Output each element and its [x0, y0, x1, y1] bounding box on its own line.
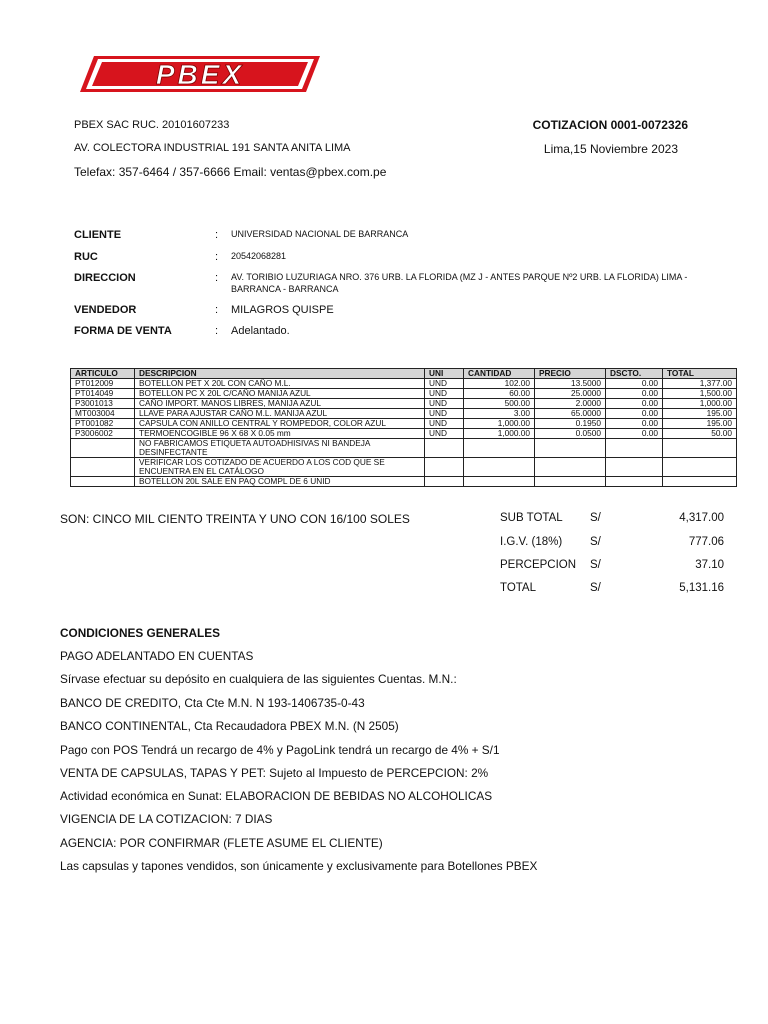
total-currency: S/: [590, 582, 601, 594]
seller-label: VENDEDOR: [74, 304, 137, 316]
seller-value: MILAGROS QUISPE: [231, 304, 334, 316]
cell-total: 1,000.00: [663, 399, 737, 409]
pbex-logo: [80, 54, 320, 94]
address-value: AV. TORIBIO LUZURIAGA NRO. 376 URB. LA FLORIDA (MZ J - ANTES PARQUE Nº2 URB. LA FLORIDA) LIMA -: [231, 272, 688, 282]
cell-description: BOTELLON PET X 20L CON CAÑO M.L.: [135, 379, 425, 389]
col-header: TOTAL: [663, 369, 737, 379]
perception-label: PERCEPCION: [500, 559, 577, 571]
condition-line: Actividad económica en Sunat: ELABORACION DE BEBIDAS NO ALCOHOLICAS: [60, 789, 493, 803]
total-value: 5,131.16: [679, 582, 724, 594]
items-table: [70, 368, 737, 487]
cell-discount: 0.00: [606, 429, 663, 439]
seller-colon: :: [215, 304, 219, 316]
col-header: DESCRIPCION: [135, 369, 425, 379]
quote-date: Lima,15 Noviembre 2023: [543, 142, 678, 156]
cell-code: PT014049: [71, 389, 135, 399]
conditions-title: CONDICIONES GENERALES: [60, 626, 220, 640]
sale-form-colon: :: [215, 325, 219, 337]
cell-total: 50.00: [663, 429, 737, 439]
igv-value: 777.06: [688, 536, 724, 548]
subtotal-currency: S/: [590, 512, 601, 524]
condition-line: BANCO DE CREDITO, Cta Cte M.N. N 193-1406735-0-43: [60, 696, 365, 710]
igv-label: I.G.V. (18%): [500, 536, 563, 548]
cell-price: 0.0500: [535, 429, 606, 439]
perception-value: 37.10: [695, 559, 724, 571]
note-cell: [135, 458, 425, 477]
total-label: TOTAL: [500, 582, 536, 594]
cell-total: 195.00: [663, 419, 737, 429]
cell-description: LLAVE PARA AJUSTAR CAÑO M.L. MANIJA AZUL: [135, 409, 425, 419]
address-value-line2: BARRANCA - BARRANCA: [231, 284, 339, 294]
cell-price: 13.5000: [535, 379, 606, 389]
cell-quantity: 60.00: [464, 389, 535, 399]
cell-discount: 0.00: [606, 379, 663, 389]
cell-quantity: 102.00: [464, 379, 535, 389]
cell-quantity: 3.00: [464, 409, 535, 419]
client-value: UNIVERSIDAD NACIONAL DE BARRANCA: [231, 229, 409, 239]
quote-number: COTIZACION 0001-0072326: [532, 118, 688, 132]
cell-unit: UND: [425, 419, 464, 429]
cell-price: 2.0000: [535, 399, 606, 409]
note-cell: [135, 439, 425, 458]
amount-in-words: SON: CINCO MIL CIENTO TREINTA Y UNO CON 16/100 SOLES: [60, 512, 410, 526]
cell-code: PT001082: [71, 419, 135, 429]
ruc-label: RUC: [74, 251, 98, 263]
table-note-row: [71, 458, 737, 477]
address-colon: :: [215, 272, 219, 284]
company-ruc: PBEX SAC RUC. 20101607233: [74, 119, 230, 131]
cell-code: PT012009: [71, 379, 135, 389]
cell-discount: 0.00: [606, 419, 663, 429]
note-line: NO FABRICAMOS ETIQUETA AUTOADHISIVAS NI BANDEJA: [139, 438, 371, 448]
cell-code: P3006002: [71, 429, 135, 439]
condition-line: VIGENCIA DE LA COTIZACION: 7 DIAS: [60, 812, 273, 826]
cell-unit: UND: [425, 399, 464, 409]
cell-discount: 0.00: [606, 409, 663, 419]
ruc-colon: :: [215, 251, 219, 263]
table-note-row: [71, 477, 737, 487]
note-line: DESINFECTANTE: [139, 447, 208, 457]
cell-code: MT003004: [71, 409, 135, 419]
cell-total: 1,377.00: [663, 379, 737, 389]
cell-unit: UND: [425, 409, 464, 419]
table-row: [71, 399, 737, 409]
sale-form-value: Adelantado.: [231, 325, 290, 337]
note-line: ENCUENTRA EN EL CATÁLOGO: [139, 466, 264, 476]
cell-description: TERMOENCOGIBLE 96 X 68 X 0.05 mm: [135, 429, 425, 439]
cell-price: 25.0000: [535, 389, 606, 399]
cell-discount: 0.00: [606, 389, 663, 399]
col-header: DSCTO.: [606, 369, 663, 379]
cell-total: 1,500.00: [663, 389, 737, 399]
logo-text: PBEX: [155, 59, 245, 90]
condition-line: BANCO CONTINENTAL, Cta Recaudadora PBEX M.N. (N 2505): [60, 719, 399, 733]
address-label: DIRECCION: [74, 272, 136, 284]
client-colon: :: [215, 229, 219, 241]
col-header: UNI: [425, 369, 464, 379]
note-line: VERIFICAR LOS COTIZADO DE ACUERDO A LOS COD QUE SE: [139, 457, 385, 467]
condition-line: Las capsulas y tapones vendidos, son únicamente y exclusivamente para Botellones PBEX: [60, 859, 538, 873]
table-row: [71, 429, 737, 439]
condition-line: Pago con POS Tendrá un recargo de 4% y PagoLink tendrá un recargo de 4% + S/1: [60, 743, 500, 757]
company-contact: Telefax: 357-6464 / 357-6666 Email: ventas@pbex.com.pe: [74, 165, 387, 179]
company-address: AV. COLECTORA INDUSTRIAL 191 SANTA ANITA LIMA: [74, 142, 351, 154]
table-row: [71, 379, 737, 389]
cell-description: BOTELLON PC X 20L C/CAÑO MANIJA AZUL: [135, 389, 425, 399]
subtotal-value: 4,317.00: [679, 512, 724, 524]
cell-description: CAÑO IMPORT. MANOS LIBRES, MANIJA AZUL: [135, 399, 425, 409]
table-row: [71, 389, 737, 399]
condition-line: PAGO ADELANTADO EN CUENTAS: [60, 649, 254, 663]
note-cell: [135, 477, 425, 487]
perception-currency: S/: [590, 559, 601, 571]
table-row: [71, 419, 737, 429]
note-line: BOTELLON 20L SALE EN PAQ COMPL DE 6 UNID: [139, 476, 331, 486]
cell-description: CAPSULA CON ANILLO CENTRAL Y ROMPEDOR, COLOR AZUL: [135, 419, 425, 429]
condition-line: AGENCIA: POR CONFIRMAR (FLETE ASUME EL CLIENTE): [60, 836, 383, 850]
cell-price: 65.0000: [535, 409, 606, 419]
subtotal-label: SUB TOTAL: [500, 512, 563, 524]
col-header: CANTIDAD: [464, 369, 535, 379]
client-label: CLIENTE: [74, 229, 122, 241]
cell-quantity: 1,000.00: [464, 419, 535, 429]
cell-quantity: 500.00: [464, 399, 535, 409]
col-header: PRECIO: [535, 369, 606, 379]
cell-total: 195.00: [663, 409, 737, 419]
igv-currency: S/: [590, 536, 601, 548]
table-header-row: [71, 369, 737, 379]
table-row: [71, 409, 737, 419]
cell-unit: UND: [425, 379, 464, 389]
ruc-value: 20542068281: [231, 251, 287, 261]
sale-form-label: FORMA DE VENTA: [74, 325, 172, 337]
table-note-row: [71, 439, 737, 458]
cell-quantity: 1,000.00: [464, 429, 535, 439]
cell-code: P3001013: [71, 399, 135, 409]
cell-unit: UND: [425, 389, 464, 399]
col-header: ARTICULO: [71, 369, 135, 379]
cell-price: 0.1950: [535, 419, 606, 429]
condition-line: VENTA DE CAPSULAS, TAPAS Y PET: Sujeto al Impuesto de PERCEPCION: 2%: [60, 766, 489, 780]
cell-unit: UND: [425, 429, 464, 439]
cell-discount: 0.00: [606, 399, 663, 409]
condition-line: Sírvase efectuar su depósito en cualquiera de las siguientes Cuentas. M.N.:: [60, 672, 457, 686]
